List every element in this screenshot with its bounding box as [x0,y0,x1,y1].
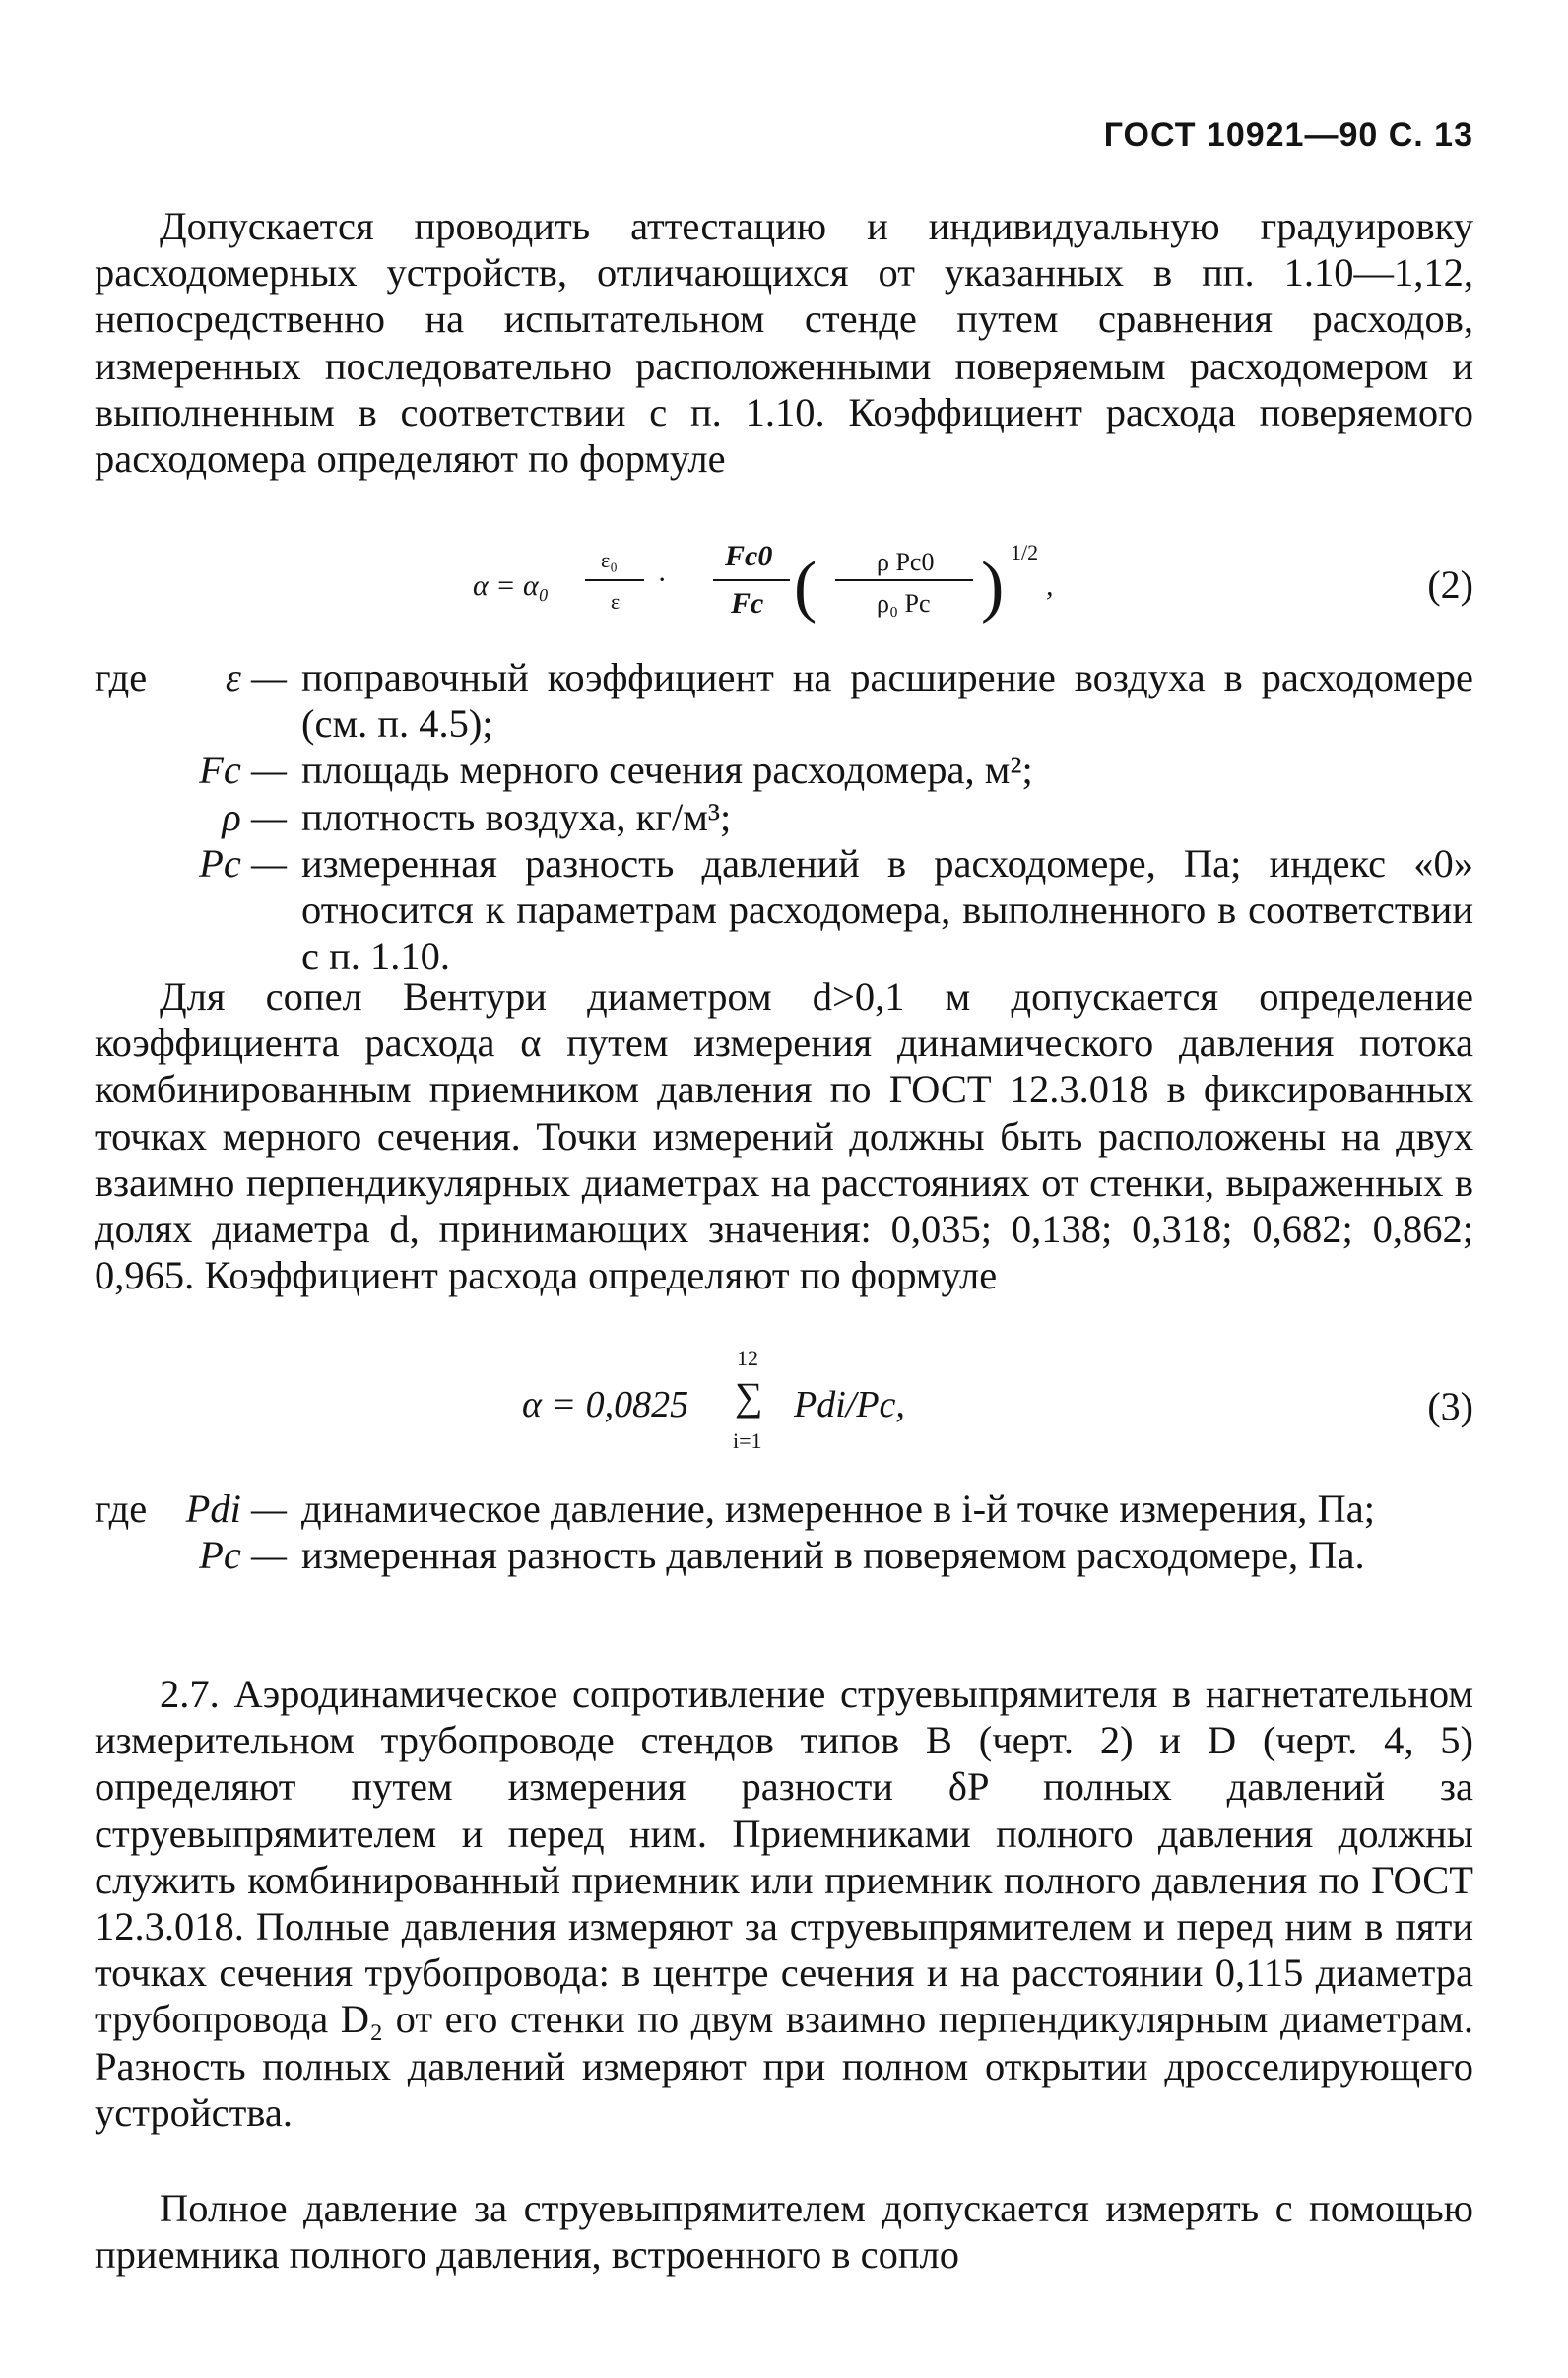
fraction-bar [713,579,790,581]
formula-2-dot: · [658,563,666,596]
formula-3-number: (3) [1427,1384,1473,1428]
definition-pc-text: измеренная разность давлений в расходомере, Па; индекс «0» относится к параметрам расходомера, выполненного в соответствии с п. 1.10. [301,840,1473,979]
definition-epsilon [95,654,1473,747]
definition-pdi-text: динамическое давление, измеренное в i-й точке измерения, Па; [301,1486,1375,1531]
formula-2-lhs: α = α₀ [473,569,550,602]
definition-fc [95,747,1473,793]
definition-pc-2 [95,1532,1473,1578]
definitions-formula-2 [95,654,1473,979]
formula-3-sum-top: 12 [737,1346,758,1370]
formula-2-comma: , [1046,569,1054,602]
symbol-rho: ρ — [222,794,287,839]
page-header: ГОСТ 10921—90 С. 13 [1103,116,1473,154]
paragraph-full-pressure: Полное давление за струевыпрямителем допускается измерять с помощью приемника полного давления, встроенного в сопло [95,2186,1473,2278]
formula-2-eps: ε [611,589,621,614]
formula-2-number: (2) [1427,562,1473,607]
paragraph-2-7: 2.7. Аэродинамическое сопротивление струевыпрямителя в нагнетательном измерительном трубопроводе стендов типов B (черт. 2) и D (черт. 4, 5) определяют путем измерения разности δP полных давлений за струевыпрямителем и перед ним. Приемниками полного давления должны служить комбинированный приемник или приемник полного давления по ГОСТ 12.3.018. Полные давления измеряют за струевыпрямителем и перед ним в пяти точках сечения трубопровода: в центре сечения и на расстоянии 0,115 диаметра трубопровода D₂ от его стенки по двум взаимно перпендикулярным диаметрам. Разность полных давлений измеряют при полном открытии дросселирующего устройства. [95,1672,1473,2135]
definition-epsilon-text: поправочный коэффициент на расширение воздуха в расходомере (см. п. 4.5); [301,655,1473,747]
paren-open: ( [794,549,817,625]
where-label-2: где [95,1486,148,1531]
paragraph-venturi: Для сопел Вентури диаметром d>0,1 м допускается определение коэффициента расхода α путем измерения динамического давления потока комбинированным приемником давления по ГОСТ 12.3.018 в фиксированных точках мерного сечения. Точки измерений должны быть расположены на двух взаимно перпендикулярных диаметрах на расстояниях от стенки, выраженных в долях диаметра d, принимающих значения: 0,035; 0,138; 0,318; 0,682; 0,862; 0,965. Коэффициент расхода определяют по формуле [95,974,1473,1298]
definition-rho [95,794,1473,840]
definition-fc-text: площадь мерного сечения расходомера, м²; [301,748,1033,793]
sigma-symbol: ∑ [735,1374,763,1419]
document-page [95,0,1473,2378]
formula-2-fc: Fс [731,587,764,620]
definition-pc [95,840,1473,980]
formula-3 [95,1346,1473,1464]
definition-rho-text: плотность воздуха, кг/м³; [301,794,732,839]
formula-2-numer: ρ Pс0 [877,548,935,576]
paren-close: ) [981,549,1005,625]
formula-2-fc0: Fс0 [725,540,773,572]
definition-pdi [95,1486,1473,1532]
definition-pc-2-text: измеренная разность давлений в поверяемом расходомере, Па. [301,1533,1365,1578]
definitions-formula-3 [95,1486,1473,1578]
formula-3-lhs: α = 0,0825 [522,1384,689,1425]
formula-2-denom: ρ₀ Pс [877,589,931,618]
formula-2 [95,540,1473,648]
symbol-pc-2: Pс — [199,1533,287,1578]
fraction-bar [835,579,973,581]
fraction-bar [585,579,644,581]
formula-2-exp: 1/2 [1011,540,1039,564]
symbol-fc: Fс — [199,748,287,793]
formula-3-sum-bottom: i=1 [733,1428,762,1453]
formula-3-term: Pdi/Pс, [794,1384,905,1425]
where-label: где [95,655,148,699]
formula-2-eps0: ε₀ [601,548,618,572]
symbol-epsilon: ε — [225,655,287,699]
paragraph-attestation: Допускается проводить аттестацию и индивидуальную градуировку расходомерных устройств, отличающихся от указанных в пп. 1.10—1,12, непосредственно на испытательном стенде путем сравнения расходов, измеренных последовательно расположенными поверяемым расходомером и выполненным в соответствии с п. 1.10. Коэффициент расхода поверяемого расходомера определяют по формуле [95,204,1473,482]
symbol-pc: Pс — [199,840,287,886]
symbol-pdi: Pdi — [185,1486,287,1531]
